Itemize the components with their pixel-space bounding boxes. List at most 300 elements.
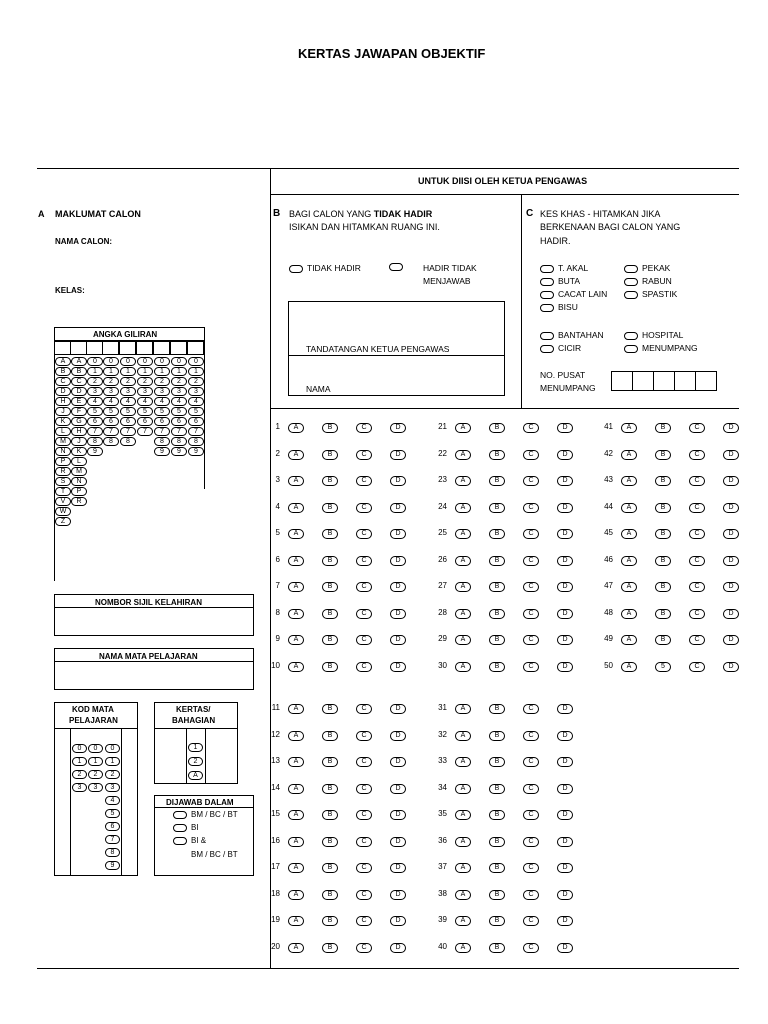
answer-bubble[interactable]: B: [655, 609, 671, 619]
answer-bubble[interactable]: C: [523, 662, 539, 672]
answer-bubble[interactable]: A: [621, 582, 637, 592]
angka-giliran-bubble[interactable]: C: [71, 377, 87, 386]
angka-giliran-bubble[interactable]: 7: [171, 427, 187, 436]
answer-bubble[interactable]: B: [322, 423, 338, 433]
answer-bubble[interactable]: A: [288, 423, 304, 433]
kod-mata-bubble[interactable]: 0: [105, 744, 120, 753]
nama-pengawas-field[interactable]: [289, 357, 504, 381]
answer-bubble[interactable]: C: [689, 450, 705, 460]
angka-giliran-bubble[interactable]: D: [71, 387, 87, 396]
answer-bubble[interactable]: B: [655, 529, 671, 539]
angka-giliran-bubble[interactable]: 3: [171, 387, 187, 396]
angka-giliran-bubble[interactable]: 4: [171, 397, 187, 406]
answer-bubble[interactable]: D: [557, 635, 573, 645]
answer-bubble[interactable]: B: [322, 863, 338, 873]
answer-bubble[interactable]: C: [356, 503, 372, 513]
hadir-tidak-menjawab-option[interactable]: [389, 263, 403, 271]
answer-bubble[interactable]: A: [455, 556, 471, 566]
answer-bubble[interactable]: B: [655, 450, 671, 460]
answer-bubble[interactable]: C: [523, 890, 539, 900]
nama-mata-field[interactable]: [55, 662, 253, 689]
answer-bubble[interactable]: C: [356, 757, 372, 767]
answer-bubble[interactable]: C: [356, 890, 372, 900]
answer-bubble[interactable]: B: [489, 810, 505, 820]
answer-bubble[interactable]: A: [288, 662, 304, 672]
answer-bubble[interactable]: D: [557, 503, 573, 513]
angka-giliran-bubble[interactable]: 4: [120, 397, 136, 406]
answer-bubble[interactable]: D: [557, 890, 573, 900]
answer-bubble[interactable]: C: [356, 784, 372, 794]
angka-giliran-bubble[interactable]: 5: [120, 407, 136, 416]
kod-mata-bubble[interactable]: 1: [72, 757, 87, 766]
answer-bubble[interactable]: D: [557, 423, 573, 433]
angka-giliran-bubble[interactable]: 5: [103, 407, 119, 416]
angka-giliran-entry-cell[interactable]: [86, 341, 103, 355]
angka-giliran-bubble[interactable]: 1: [120, 367, 136, 376]
answer-bubble[interactable]: C: [356, 916, 372, 926]
angka-giliran-bubble[interactable]: 6: [171, 417, 187, 426]
kod-mata-bubble[interactable]: 0: [88, 744, 103, 753]
angka-giliran-bubble[interactable]: 6: [188, 417, 204, 426]
answer-bubble[interactable]: A: [455, 916, 471, 926]
answer-bubble[interactable]: D: [557, 529, 573, 539]
angka-giliran-bubble[interactable]: 8: [103, 437, 119, 446]
answer-bubble[interactable]: C: [356, 609, 372, 619]
answer-bubble[interactable]: D: [557, 863, 573, 873]
answer-bubble[interactable]: C: [523, 609, 539, 619]
answer-bubble[interactable]: D: [390, 863, 406, 873]
answer-bubble[interactable]: D: [723, 556, 739, 566]
answer-bubble[interactable]: B: [489, 582, 505, 592]
answer-bubble[interactable]: B: [322, 556, 338, 566]
kes-khas-option[interactable]: [624, 343, 698, 354]
angka-giliran-entry-cell[interactable]: [54, 341, 71, 355]
answer-bubble[interactable]: B: [489, 476, 505, 486]
answer-bubble[interactable]: B: [322, 662, 338, 672]
answer-bubble[interactable]: A: [455, 423, 471, 433]
angka-giliran-bubble[interactable]: A: [55, 357, 71, 366]
answer-bubble[interactable]: C: [523, 837, 539, 847]
answer-bubble[interactable]: B: [322, 916, 338, 926]
answer-bubble[interactable]: B: [322, 476, 338, 486]
angka-giliran-bubble[interactable]: 7: [87, 427, 103, 436]
angka-giliran-bubble[interactable]: C: [55, 377, 71, 386]
angka-giliran-bubble[interactable]: 7: [188, 427, 204, 436]
answer-bubble[interactable]: B: [322, 784, 338, 794]
angka-giliran-bubble[interactable]: 8: [120, 437, 136, 446]
answer-bubble[interactable]: D: [390, 916, 406, 926]
answer-bubble[interactable]: A: [288, 757, 304, 767]
angka-giliran-bubble[interactable]: 7: [103, 427, 119, 436]
answer-bubble[interactable]: C: [523, 635, 539, 645]
answer-bubble[interactable]: B: [655, 635, 671, 645]
answer-bubble[interactable]: D: [723, 423, 739, 433]
answer-bubble[interactable]: C: [523, 731, 539, 741]
answer-bubble[interactable]: A: [288, 609, 304, 619]
answer-bubble[interactable]: D: [390, 731, 406, 741]
answer-bubble[interactable]: C: [356, 863, 372, 873]
answer-bubble[interactable]: B: [322, 757, 338, 767]
answer-bubble[interactable]: D: [723, 582, 739, 592]
angka-giliran-bubble[interactable]: 2: [171, 377, 187, 386]
answer-bubble[interactable]: D: [390, 757, 406, 767]
answer-bubble[interactable]: A: [621, 662, 637, 672]
angka-giliran-bubble[interactable]: 5: [87, 407, 103, 416]
answer-bubble[interactable]: D: [557, 731, 573, 741]
kes-khas-option[interactable]: [540, 289, 607, 300]
kertas-bubble-a[interactable]: A: [188, 771, 203, 780]
angka-giliran-bubble[interactable]: 1: [188, 367, 204, 376]
no-pusat-cell[interactable]: [674, 371, 696, 391]
answer-bubble[interactable]: B: [322, 450, 338, 460]
answer-bubble[interactable]: A: [455, 837, 471, 847]
angka-giliran-bubble[interactable]: 3: [103, 387, 119, 396]
dijawab-bi[interactable]: [173, 822, 199, 833]
answer-bubble[interactable]: C: [356, 450, 372, 460]
angka-giliran-bubble[interactable]: 4: [103, 397, 119, 406]
angka-giliran-bubble[interactable]: B: [55, 367, 71, 376]
angka-giliran-entry-cell[interactable]: [170, 341, 187, 355]
angka-giliran-entry-cell[interactable]: [136, 341, 153, 355]
kod-mata-bubble[interactable]: 8: [105, 848, 120, 857]
answer-bubble[interactable]: B: [489, 890, 505, 900]
answer-bubble[interactable]: A: [288, 731, 304, 741]
answer-bubble[interactable]: D: [390, 704, 406, 714]
kertas-bubble-2[interactable]: 2: [188, 757, 203, 766]
answer-bubble[interactable]: D: [390, 529, 406, 539]
answer-bubble[interactable]: C: [689, 582, 705, 592]
answer-bubble[interactable]: C: [523, 810, 539, 820]
answer-bubble[interactable]: B: [322, 731, 338, 741]
angka-giliran-bubble[interactable]: 6: [154, 417, 170, 426]
answer-bubble[interactable]: C: [356, 662, 372, 672]
answer-bubble[interactable]: D: [390, 810, 406, 820]
answer-bubble[interactable]: A: [621, 503, 637, 513]
answer-bubble[interactable]: C: [356, 423, 372, 433]
answer-bubble[interactable]: D: [557, 757, 573, 767]
answer-bubble[interactable]: C: [356, 943, 372, 953]
angka-giliran-bubble[interactable]: 3: [188, 387, 204, 396]
kes-khas-option[interactable]: [540, 343, 581, 354]
angka-giliran-bubble[interactable]: D: [55, 387, 71, 396]
answer-bubble[interactable]: A: [288, 529, 304, 539]
answer-bubble[interactable]: D: [390, 556, 406, 566]
answer-bubble[interactable]: C: [356, 837, 372, 847]
angka-giliran-bubble[interactable]: 3: [120, 387, 136, 396]
answer-bubble[interactable]: A: [288, 890, 304, 900]
kod-mata-bubble[interactable]: 1: [105, 757, 120, 766]
answer-bubble[interactable]: B: [489, 863, 505, 873]
angka-giliran-entry-cell[interactable]: [187, 341, 204, 355]
angka-giliran-bubble[interactable]: 7: [120, 427, 136, 436]
answer-bubble[interactable]: B: [489, 609, 505, 619]
answer-bubble[interactable]: D: [390, 582, 406, 592]
angka-giliran-bubble[interactable]: 4: [188, 397, 204, 406]
kes-khas-option[interactable]: [624, 330, 683, 341]
kes-khas-option[interactable]: [540, 276, 580, 287]
kertas-bubble-1[interactable]: 1: [188, 743, 203, 752]
answer-bubble[interactable]: A: [288, 943, 304, 953]
answer-bubble[interactable]: A: [455, 731, 471, 741]
angka-giliran-bubble[interactable]: 3: [154, 387, 170, 396]
angka-giliran-bubble[interactable]: 5: [171, 407, 187, 416]
answer-bubble[interactable]: A: [455, 476, 471, 486]
answer-bubble[interactable]: A: [455, 609, 471, 619]
angka-giliran-bubble[interactable]: 2: [103, 377, 119, 386]
answer-bubble[interactable]: B: [655, 556, 671, 566]
kod-mata-bubble[interactable]: 3: [72, 783, 87, 792]
kes-khas-option[interactable]: [540, 263, 588, 274]
answer-bubble[interactable]: D: [390, 503, 406, 513]
kod-mata-bubble[interactable]: 1: [88, 757, 103, 766]
angka-giliran-bubble[interactable]: M: [71, 467, 87, 476]
answer-bubble[interactable]: B: [322, 635, 338, 645]
answer-bubble[interactable]: C: [689, 529, 705, 539]
angka-giliran-bubble[interactable]: 2: [154, 377, 170, 386]
angka-giliran-bubble[interactable]: K: [55, 417, 71, 426]
answer-bubble[interactable]: D: [390, 423, 406, 433]
tidak-hadir-option[interactable]: [289, 263, 361, 274]
angka-giliran-bubble[interactable]: R: [71, 497, 87, 506]
kes-khas-option[interactable]: [624, 263, 670, 274]
answer-bubble[interactable]: C: [689, 503, 705, 513]
angka-giliran-entry-cell[interactable]: [153, 341, 170, 355]
answer-bubble[interactable]: C: [523, 450, 539, 460]
answer-bubble[interactable]: D: [390, 662, 406, 672]
dijawab-bi-bm[interactable]: [173, 835, 206, 846]
no-pusat-cell[interactable]: [632, 371, 654, 391]
dijawab-bm[interactable]: [173, 809, 238, 820]
answer-bubble[interactable]: A: [288, 556, 304, 566]
angka-giliran-bubble[interactable]: 3: [87, 387, 103, 396]
angka-giliran-bubble[interactable]: 0: [188, 357, 204, 366]
kod-mata-bubble[interactable]: 3: [88, 783, 103, 792]
answer-bubble[interactable]: D: [723, 662, 739, 672]
answer-bubble[interactable]: C: [356, 476, 372, 486]
kod-mata-bubble[interactable]: 3: [105, 783, 120, 792]
answer-bubble[interactable]: A: [455, 810, 471, 820]
kod-mata-bubble[interactable]: 4: [105, 796, 120, 805]
angka-giliran-bubble[interactable]: 4: [87, 397, 103, 406]
answer-bubble[interactable]: A: [455, 890, 471, 900]
answer-bubble[interactable]: C: [523, 529, 539, 539]
angka-giliran-bubble[interactable]: Z: [55, 517, 71, 526]
angka-giliran-bubble[interactable]: 3: [137, 387, 153, 396]
angka-giliran-bubble[interactable]: L: [71, 457, 87, 466]
answer-bubble[interactable]: D: [723, 529, 739, 539]
answer-bubble[interactable]: B: [322, 837, 338, 847]
angka-giliran-bubble[interactable]: M: [55, 437, 71, 446]
answer-bubble[interactable]: A: [455, 450, 471, 460]
answer-bubble[interactable]: A: [455, 635, 471, 645]
angka-giliran-bubble[interactable]: 2: [137, 377, 153, 386]
answer-bubble[interactable]: C: [689, 556, 705, 566]
answer-bubble[interactable]: D: [390, 635, 406, 645]
answer-bubble[interactable]: D: [557, 916, 573, 926]
answer-bubble[interactable]: A: [288, 450, 304, 460]
angka-giliran-bubble[interactable]: P: [55, 457, 71, 466]
angka-giliran-bubble[interactable]: P: [71, 487, 87, 496]
angka-giliran-bubble[interactable]: 2: [188, 377, 204, 386]
no-pusat-cell[interactable]: [653, 371, 675, 391]
angka-giliran-bubble[interactable]: J: [71, 437, 87, 446]
answer-bubble[interactable]: B: [322, 609, 338, 619]
no-pusat-cell[interactable]: [695, 371, 717, 391]
angka-giliran-bubble[interactable]: 8: [171, 437, 187, 446]
angka-giliran-bubble[interactable]: B: [71, 367, 87, 376]
kod-mata-bubble[interactable]: 5: [105, 809, 120, 818]
no-pusat-cell[interactable]: [611, 371, 633, 391]
angka-giliran-bubble[interactable]: R: [55, 467, 71, 476]
answer-bubble[interactable]: D: [390, 890, 406, 900]
answer-bubble[interactable]: C: [523, 784, 539, 794]
answer-bubble[interactable]: A: [455, 757, 471, 767]
kod-mata-bubble[interactable]: 7: [105, 835, 120, 844]
angka-giliran-bubble[interactable]: 6: [137, 417, 153, 426]
answer-bubble[interactable]: C: [356, 635, 372, 645]
answer-bubble[interactable]: B: [489, 943, 505, 953]
answer-bubble[interactable]: B: [655, 582, 671, 592]
answer-bubble[interactable]: C: [523, 556, 539, 566]
angka-giliran-bubble[interactable]: H: [71, 427, 87, 436]
angka-giliran-bubble[interactable]: 5: [154, 407, 170, 416]
answer-bubble[interactable]: B: [322, 810, 338, 820]
answer-bubble[interactable]: B: [489, 503, 505, 513]
angka-giliran-bubble[interactable]: 6: [103, 417, 119, 426]
answer-bubble[interactable]: A: [621, 609, 637, 619]
angka-giliran-bubble[interactable]: 5: [137, 407, 153, 416]
angka-giliran-bubble[interactable]: 0: [120, 357, 136, 366]
answer-bubble[interactable]: A: [455, 863, 471, 873]
angka-giliran-bubble[interactable]: 7: [137, 427, 153, 436]
angka-giliran-bubble[interactable]: 4: [154, 397, 170, 406]
answer-bubble[interactable]: A: [288, 503, 304, 513]
answer-bubble[interactable]: A: [288, 704, 304, 714]
angka-giliran-bubble[interactable]: J: [55, 407, 71, 416]
answer-bubble[interactable]: B: [489, 837, 505, 847]
angka-giliran-bubble[interactable]: 6: [87, 417, 103, 426]
angka-giliran-bubble[interactable]: 1: [154, 367, 170, 376]
answer-bubble[interactable]: 5: [655, 662, 671, 672]
angka-giliran-bubble[interactable]: 9: [87, 447, 103, 456]
answer-bubble[interactable]: A: [455, 943, 471, 953]
answer-bubble[interactable]: A: [288, 837, 304, 847]
answer-bubble[interactable]: C: [689, 635, 705, 645]
answer-bubble[interactable]: B: [489, 450, 505, 460]
angka-giliran-bubble[interactable]: N: [55, 447, 71, 456]
angka-giliran-bubble[interactable]: 6: [120, 417, 136, 426]
angka-giliran-bubble[interactable]: 0: [103, 357, 119, 366]
angka-giliran-bubble[interactable]: 0: [154, 357, 170, 366]
answer-bubble[interactable]: C: [356, 582, 372, 592]
answer-bubble[interactable]: A: [621, 635, 637, 645]
angka-giliran-bubble[interactable]: W: [55, 507, 71, 516]
answer-bubble[interactable]: A: [288, 916, 304, 926]
answer-bubble[interactable]: C: [523, 943, 539, 953]
answer-bubble[interactable]: D: [723, 635, 739, 645]
angka-giliran-bubble[interactable]: E: [71, 397, 87, 406]
answer-bubble[interactable]: A: [455, 662, 471, 672]
answer-bubble[interactable]: D: [557, 556, 573, 566]
angka-giliran-entry-cell[interactable]: [70, 341, 87, 355]
angka-giliran-bubble[interactable]: N: [71, 477, 87, 486]
answer-bubble[interactable]: D: [557, 609, 573, 619]
answer-bubble[interactable]: A: [621, 556, 637, 566]
angka-giliran-entry-cell[interactable]: [102, 341, 119, 355]
answer-bubble[interactable]: B: [655, 423, 671, 433]
angka-giliran-bubble[interactable]: 8: [87, 437, 103, 446]
angka-giliran-bubble[interactable]: V: [55, 497, 71, 506]
angka-giliran-bubble[interactable]: 0: [171, 357, 187, 366]
answer-bubble[interactable]: B: [322, 503, 338, 513]
answer-bubble[interactable]: D: [557, 476, 573, 486]
kod-mata-bubble[interactable]: 2: [105, 770, 120, 779]
kes-khas-option[interactable]: [624, 289, 677, 300]
answer-bubble[interactable]: D: [557, 662, 573, 672]
answer-bubble[interactable]: B: [322, 890, 338, 900]
answer-bubble[interactable]: C: [356, 704, 372, 714]
answer-bubble[interactable]: C: [523, 503, 539, 513]
angka-giliran-bubble[interactable]: T: [55, 487, 71, 496]
angka-giliran-bubble[interactable]: 9: [154, 447, 170, 456]
angka-giliran-bubble[interactable]: 8: [154, 437, 170, 446]
answer-bubble[interactable]: B: [489, 731, 505, 741]
answer-bubble[interactable]: D: [390, 837, 406, 847]
answer-bubble[interactable]: D: [723, 503, 739, 513]
answer-bubble[interactable]: B: [489, 529, 505, 539]
answer-bubble[interactable]: A: [455, 529, 471, 539]
answer-bubble[interactable]: C: [689, 609, 705, 619]
kes-khas-option[interactable]: [540, 302, 578, 313]
kod-mata-bubble[interactable]: 6: [105, 822, 120, 831]
answer-bubble[interactable]: D: [557, 704, 573, 714]
answer-bubble[interactable]: D: [390, 784, 406, 794]
answer-bubble[interactable]: C: [523, 704, 539, 714]
answer-bubble[interactable]: A: [288, 810, 304, 820]
signature-field[interactable]: [289, 302, 504, 342]
angka-giliran-entry-cell[interactable]: [119, 341, 136, 355]
answer-bubble[interactable]: A: [455, 784, 471, 794]
answer-bubble[interactable]: A: [455, 582, 471, 592]
angka-giliran-bubble[interactable]: K: [71, 447, 87, 456]
answer-bubble[interactable]: B: [489, 662, 505, 672]
answer-bubble[interactable]: C: [356, 731, 372, 741]
answer-bubble[interactable]: A: [288, 635, 304, 645]
answer-bubble[interactable]: D: [557, 450, 573, 460]
answer-bubble[interactable]: C: [689, 476, 705, 486]
answer-bubble[interactable]: B: [322, 704, 338, 714]
angka-giliran-bubble[interactable]: 2: [120, 377, 136, 386]
answer-bubble[interactable]: A: [288, 582, 304, 592]
answer-bubble[interactable]: B: [489, 635, 505, 645]
kod-mata-bubble[interactable]: 2: [72, 770, 87, 779]
answer-bubble[interactable]: A: [288, 863, 304, 873]
angka-giliran-bubble[interactable]: 8: [188, 437, 204, 446]
answer-bubble[interactable]: D: [390, 943, 406, 953]
answer-bubble[interactable]: D: [390, 450, 406, 460]
answer-bubble[interactable]: A: [455, 704, 471, 714]
answer-bubble[interactable]: C: [689, 662, 705, 672]
answer-bubble[interactable]: B: [322, 582, 338, 592]
answer-bubble[interactable]: C: [523, 757, 539, 767]
answer-bubble[interactable]: C: [356, 556, 372, 566]
answer-bubble[interactable]: A: [621, 423, 637, 433]
answer-bubble[interactable]: D: [723, 450, 739, 460]
kod-mata-bubble[interactable]: 2: [88, 770, 103, 779]
answer-bubble[interactable]: D: [390, 609, 406, 619]
answer-bubble[interactable]: C: [689, 423, 705, 433]
answer-bubble[interactable]: C: [523, 476, 539, 486]
